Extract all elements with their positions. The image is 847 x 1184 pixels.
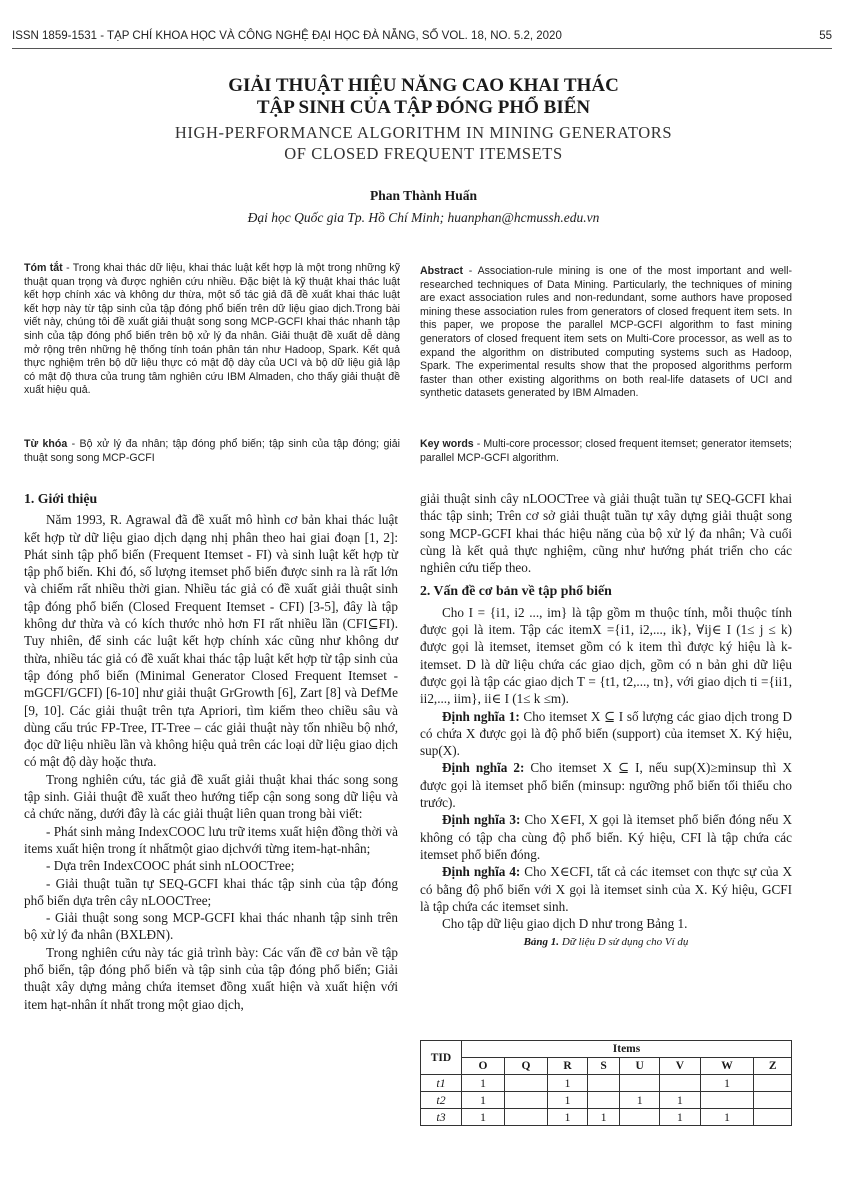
row-tid: t1 [421,1075,462,1092]
bullet-1: - Phát sinh mảng IndexCOOC lưu trữ items xuất hiện đồng thời và items xuất hiện trong ít nhấtmột giao dịchvới từng item-hạt-nhân; [24,823,398,856]
table-row [421,1092,792,1109]
running-header [12,30,832,50]
bullet-3: - Giải thuật tuần tự SEQ-GCFI khai thác tập sinh của tập đóng phổ biến dựa trên cây nLOOCTree; [24,875,398,908]
definition-3 [420,811,792,863]
definition-1-text: Cho itemset X ⊆ I số lượng các giao dịch trong D có chứa X được gọi là độ phổ biến (support) của itemset X. Ký hiệu, sup(X). [420,708,792,759]
keywords-vi-label: Từ khóa [24,438,68,450]
table-cell: 1 [588,1109,620,1126]
title-vi-line1: GIẢI THUẬT HIỆU NĂNG CAO KHAI THÁC [228,75,619,96]
table-row [421,1075,792,1092]
title-en-line2: OF CLOSED FREQUENT ITEMSETS [284,144,563,163]
definition-1 [420,708,792,760]
section-1-heading: 1. Giới thiệu [24,491,98,506]
author-name: Phan Thành Huấn [369,188,478,203]
section-2-heading: 2. Vấn đề cơ bản về tập phổ biến [420,583,612,599]
table-cell: 1 [547,1075,587,1092]
definition-3-text: Cho X∈FI, X gọi là itemset phổ biến đóng nếu X không có tập cha cùng độ phổ biến. Ký hiệu, CFI là tập chứa các itemset phổ biến đóng. [420,812,792,862]
row-tid: t2 [421,1092,462,1109]
section-2-paragraph-1: Cho I = {i1, i2 ..., im} là tập gồm m thuộc tính, mỗi thuộc tính được gọi là item. Tập các itemX ={i1, i2,..., ik}, ∀ij∈ I (1≤ j ≤ k) được gọi là itemset, itemset gồm có k item thì được ký hiệu là k-itemset. D là dữ liệu chứa các giao dịch, gồm có n bản ghi dữ liệu được gọi là tập các giao dịch T = {t1, t2,..., tn}, với giao dịch ti ={ii1, ii2,..., iim}, ii∈ I (1≤ k ≤m). [420,604,792,707]
column-header: V [660,1058,700,1075]
table-cell [504,1109,547,1126]
table-cell: 1 [462,1109,505,1126]
intro-paragraph-1: Năm 1993, R. Agrawal đã đề xuất mô hình cơ bản khai thác luật kết hợp từ dữ liệu giao dịch dạng nhị phân theo hai giai đoạn [1, 2]: Phát sinh tập phổ biến (Frequent Itemset - FI) và sinh luật kết hợp từ tập phổ biến. Khi đó, số lượng itemset phổ biến được sinh ra là rất lớn và chiếm rất nhiều thời gian. Nhiều tác giả có đề xuất giải thuật sinh tập đóng phổ biến (Closed Frequent Itemset - CFI) [3-5], đây là tập không dư thừa và có kích thước nhỏ hơn FI rất nhiều lần (CFI⊆FI). Tuy nhiên, để sinh các luật kết hợp chính xác cũng như không dư thừa, nhiều tác giả có đề xuất khai thác tập luật kết hợp từ tập sinh của tập đóng phổ biến (Minimal Generator Closed Frequent Itemset - mGCFI/GCFI) [6-10] như giải thuật GrGrowth [6], Zart [8] và DefMe [9, 10]. Các giải thuật trên tựa Apriori, tìm kiếm theo chiều sâu và dùng cấu trúc FP-Tree, IT-Tree – các giải thuật này tốn nhiều bộ nhớ, đọc dữ liệu nhiều lần và không hiệu quả trên các loại dữ liệu giao dịch có mật độ dày hoặc thưa. [24,512,398,770]
bullet-4: - Giải thuật song song MCP-GCFI khai thác nhanh tập sinh trên bộ xử lý đa nhân (BXLĐN). [24,910,398,943]
definition-4 [420,863,792,915]
keywords-en-text: - Multi-core processor; closed frequent itemset; generator itemsets; parallel MCP-GCFI algorithm. [420,438,792,464]
column-header: O [462,1058,505,1075]
definition-4-text: Cho X∈CFI, tất cả các itemset con thực sự của X có bằng độ phổ biến với X gọi là itemset sinh của X. Ký hiệu, GCFI là tập chứa các itemset sinh. [420,864,792,914]
table-cell [588,1092,620,1109]
title-en-line1: HIGH-PERFORMANCE ALGORITHM IN MINING GENERATORS [174,123,673,142]
table-cell [754,1075,792,1092]
definition-4-label: Định nghĩa 4: [442,864,521,880]
abstract-en-text: - Association-rule mining is one of the most important and well-researched techniques of Data Mining. Particularly, the techniques of mining are exact association rules and non-redundant, some authors have proposed mining these association rules from generators of closed frequent item sets. In this paper, we propose the parallel MCP-GCFI algorithm to fast mining generators of closed frequent item sets on Multi-Core processor, as well as to expand the algorithm on distributed computing systems such as Hadoop, Spark. The experimental results show that the proposed algorithms perform faster than other existing algorithms on both real-life datasets of UCI and synthetic datasets generated by IBM Almaden. [420,265,792,400]
table-cell: 1 [660,1109,700,1126]
left-column [24,490,398,1013]
keywords-en-label: Key words [420,438,474,450]
table-cell [620,1075,660,1092]
table-cell: 1 [700,1075,754,1092]
title-block [40,75,807,164]
table-column-row [421,1058,792,1075]
table-caption [420,934,792,951]
author-affiliation: Đại học Quốc gia Tp. Hồ Chí Minh; huanphan@hcmussh.edu.vn [247,210,600,225]
column-header: Q [504,1058,547,1075]
table-cell: 1 [620,1092,660,1109]
title-vi-line2: TẬP SINH CỦA TẬP ĐÓNG PHỔ BIẾN [256,97,591,118]
intro-paragraph-2: Trong nghiên cứu, tác giả đề xuất giải thuật khai thác song song tập sinh. Giải thuật đề xuất theo hướng tiếp cận song song dữ liệu và cả chức năng, dưới đây là các giải thuật liên quan trong bài viết: [24,771,398,822]
definition-3-label: Định nghĩa 3: [442,812,521,828]
data-table [420,1040,792,1126]
table-cell [660,1075,700,1092]
abstract-vi-text: - Trong khai thác dữ liệu, khai thác luật kết hợp là một trong những kỹ thuật quan trọng và được nghiên cứu nhiều. Đặc biệt là kỹ thuật khai thác luật kết hợp chính xác và không dư thừa, một số tác giả đã đề xuất khai thác luật kết hợp này từ tập sinh của tập đóng phổ biến trên dữ liệu giao dịch.Trong bài viết này, chúng tôi đề xuất giải thuật song song MCP-GCFI khai thác nhanh tập sinh của tập đóng phổ biến trên bộ xử lý đa nhân. Giải thuật đề xuất dễ dàng mở rộng trên những hệ thống tính toán phân tán như Hadoop, Spark. Kết quả thực nghiệm trên bộ dữ liệu thực có mật độ dày của UCI và bộ dữ liệu giả lập có mật độ thưa của trung tâm nghiên cứu IBM Almaden, cho thấy giải thuật đề xuất hiệu quả. [24,262,400,397]
table-cell: 1 [462,1075,505,1092]
row-tid: t3 [421,1109,462,1126]
table-caption-text: Dữ liệu D sử dụng cho Ví dụ [559,936,689,949]
keywords-vi-text: - Bộ xử lý đa nhân; tập đóng phổ biến; tập sinh của tập đóng; giải thuật song song MCP-GCFI [24,438,400,464]
header-rule [12,48,832,49]
table-cell [754,1092,792,1109]
abstract-en-label: Abstract [420,265,463,277]
table-row [421,1109,792,1126]
abstract-vi-label: Tóm tắt [24,262,63,274]
abstract-en [420,265,792,401]
column-header: S [588,1058,620,1075]
table-caption-label: Bảng 1. [523,936,560,949]
column-header: R [547,1058,587,1075]
table-cell: 1 [660,1092,700,1109]
table-cell [700,1092,754,1109]
items-header: Items [462,1041,792,1058]
section-2-paragraph-2: Cho tập dữ liệu giao dịch D như trong Bảng 1. [442,916,688,932]
intro-paragraph-3: Trong nghiên cứu này tác giả trình bày: Các vấn đề cơ bản về tập phổ biến, tập đóng phổ biến và tập sinh của tập đóng phổ biến; Giải thuật xây dựng mảng chứa itemset đồng xuất hiện và xuất hiện với item hạt-nhân ít nhất trong một giao dịch, [24,944,398,1012]
table-cell [620,1109,660,1126]
definition-1-label: Định nghĩa 1: [442,708,520,724]
table-cell: 1 [462,1092,505,1109]
abstract-vi [24,262,400,398]
column-header: W [700,1058,754,1075]
table-header-row [421,1041,792,1058]
column-header: Z [754,1058,792,1075]
journal-line: ISSN 1859-1531 - TẠP CHÍ KHOA HỌC VÀ CÔNG NGHỆ ĐẠI HỌC ĐÀ NẴNG, SỐ VOL. 18, NO. 5.2, 2020 [12,30,562,42]
right-column [420,490,792,956]
table-cell [504,1092,547,1109]
table-cell [588,1075,620,1092]
bullet-2: - Dựa trên IndexCOOC phát sinh nLOOCTree; [46,858,295,874]
keywords-vi [24,438,400,465]
table-cell [504,1075,547,1092]
table-cell: 1 [547,1109,587,1126]
right-paragraph-0: giải thuật sinh cây nLOOCTree và giải thuật tuần tự SEQ-GCFI khai thác tập sinh; Trên cơ sở giải thuật tuần tự xây dựng giải thuật song song MCP-GCFI khai thác hiệu năng của bộ xử lý đa nhân; Và cuối cùng là kết quả thực nghiệm, cũng như hướng phát triển cho các nghiên cứu tiếp theo. [420,491,792,576]
keywords-en [420,438,792,465]
table-cell: 1 [700,1109,754,1126]
definition-2-text: Cho itemset X ⊆ I, nếu sup(X)≥minsup thì X được gọi là itemset phổ biến (minsup: ngưỡng phổ biến tối thiểu cho trước). [420,760,792,811]
page-number: 55 [819,30,832,42]
table-cell [754,1109,792,1126]
table-cell: 1 [547,1092,587,1109]
tid-header: TID [421,1041,462,1075]
definition-2-label: Định nghĩa 2: [442,760,525,776]
column-header: U [620,1058,660,1075]
definition-2 [420,759,792,811]
